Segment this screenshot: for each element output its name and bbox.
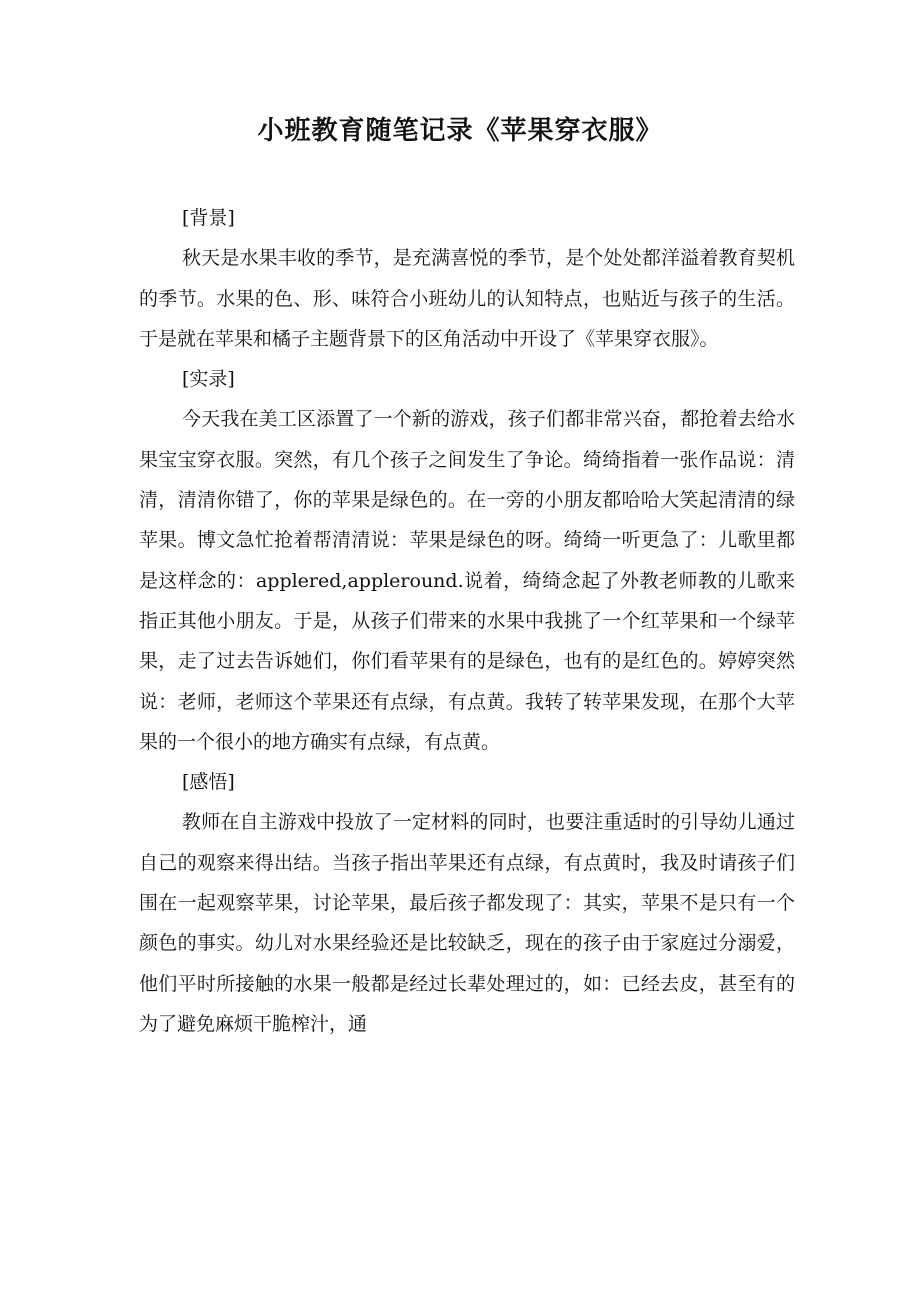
paragraph-reflection: 教师在自主游戏中投放了一定材料的同时，也要注重适时的引导幼儿通过自己的观察来得出结。当孩子指出苹果还有点绿，有点黄时，我及时请孩子们围在一起观察苹果，讨论苹果，最后孩子都发现了：其实，苹果不是只有一个颜色的事实。幼儿对水果经验还是比较缺乏，现在的孩子由于家庭过分溺爱，他们平时所接触的水果一般都是经过长辈处理过的，如：已经去皮，甚至有的为了避免麻烦干脆榨汁，通	[139, 811, 795, 1035]
section-label-record: [实录]	[182, 368, 235, 391]
document-title: 小班教育随笔记录《苹果穿衣服》	[257, 116, 663, 146]
section-label-reflection: [感悟]	[182, 771, 235, 794]
document-body	[139, 198, 795, 1044]
paragraph-record: 今天我在美工区添置了一个新的游戏，孩子们都非常兴奋，都抢着去给水果宝宝穿衣服。突然，有几个孩子之间发生了争论。绮绮指着一张作品说：清清，清清你错了，你的苹果是绿色的。在一旁的小朋友都哈哈大笑起清清的绿苹果。博文急忙抢着帮清清说：苹果是绿色的呀。绮绮一听更急了：儿歌里都是这样念的：applered,appleround.说着，绮绮念起了外教老师教的儿歌来指正其他小朋友。于是，从孩子们带来的水果中我挑了一个红苹果和一个绿苹果，走了过去告诉她们，你们看苹果有的是绿色，也有的是红色的。婷婷突然说：老师，老师这个苹果还有点绿，有点黄。我转了转苹果发现，在那个大苹果的一个很小的地方确实有点绿，有点黄。	[139, 408, 795, 753]
section-label-background: [背景]	[182, 207, 235, 229]
paragraph-background: 秋天是水果丰收的季节，是充满喜悦的季节，是个处处都洋溢着教育契机的季节。水果的色、形、味符合小班幼儿的认知特点，也贴近与孩子的生活。于是就在苹果和橘子主题背景下的区角活动中开设了《苹果穿衣服》。	[139, 247, 795, 350]
